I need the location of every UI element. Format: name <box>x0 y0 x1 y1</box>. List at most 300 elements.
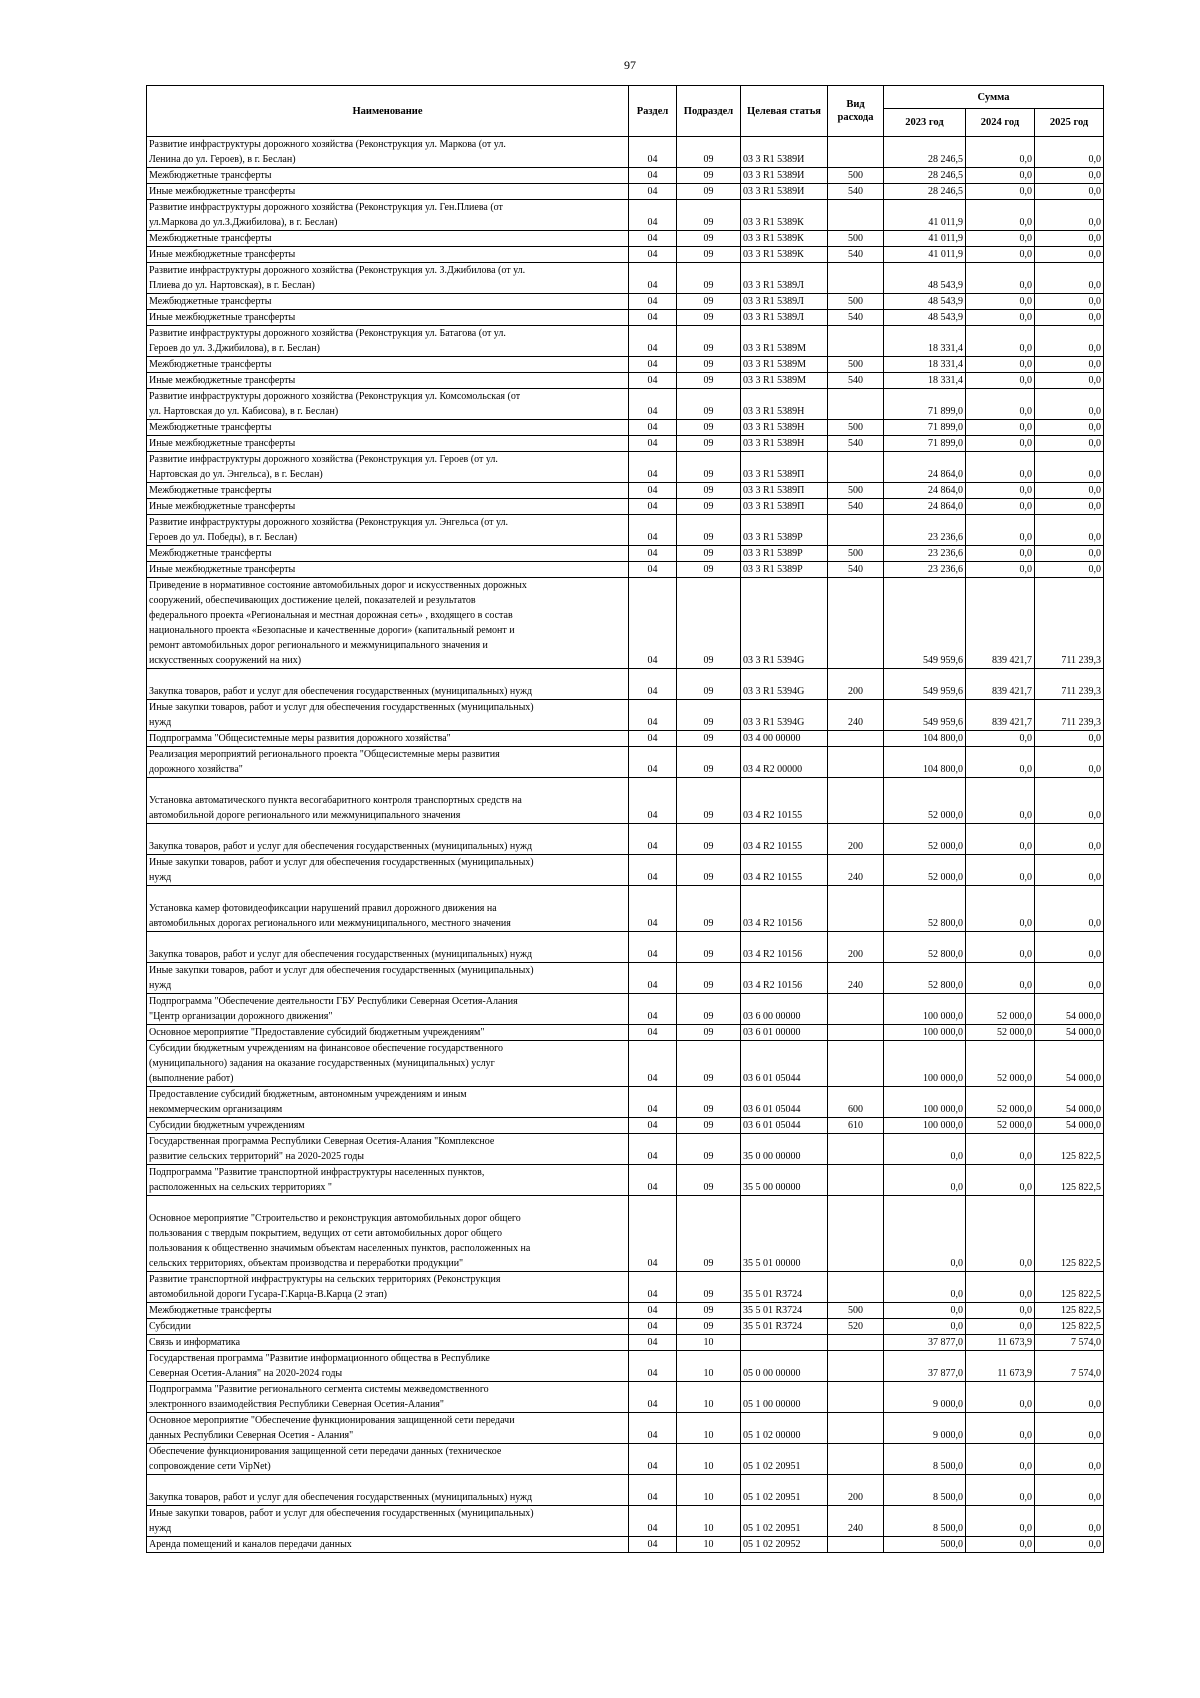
row-name <box>147 546 629 562</box>
row-section: 04 <box>629 263 677 294</box>
row-sum-2023: 41 011,9 <box>884 247 966 263</box>
row-name-line: Иные закупки товаров, работ и услуг для обеспечения государственных (муниципальных) <box>149 965 534 976</box>
row-sum-2025: 711 239,3 <box>1035 700 1104 731</box>
row-name-line: Иные закупки товаров, работ и услуг для обеспечения государственных (муниципальных) <box>149 857 534 868</box>
row-name-line: нужд <box>149 872 172 883</box>
row-expense-type: 540 <box>828 562 884 578</box>
header-2025: 2025 год <box>1035 109 1104 137</box>
row-section: 04 <box>629 310 677 326</box>
row-name-line: Субсидии бюджетным учреждениям <box>149 1120 305 1131</box>
row-subsection: 10 <box>677 1506 741 1537</box>
row-sum-2023: 52 800,0 <box>884 963 966 994</box>
row-subsection: 09 <box>677 1319 741 1335</box>
row-sum-2024: 0,0 <box>966 1272 1035 1303</box>
row-subsection: 09 <box>677 373 741 389</box>
row-target: 03 4 R2 10156 <box>741 932 828 963</box>
row-target: 03 6 01 05044 <box>741 1118 828 1134</box>
table-row <box>147 963 1104 994</box>
row-sum-2023: 549 959,6 <box>884 669 966 700</box>
row-sum-2024: 0,0 <box>966 1196 1035 1272</box>
row-expense-type <box>828 137 884 168</box>
row-expense-type: 240 <box>828 700 884 731</box>
row-sum-2023: 28 246,5 <box>884 168 966 184</box>
row-expense-type <box>828 200 884 231</box>
row-expense-type <box>828 1041 884 1087</box>
row-sum-2025: 0,0 <box>1035 200 1104 231</box>
row-subsection: 09 <box>677 778 741 824</box>
row-sum-2024: 0,0 <box>966 1506 1035 1537</box>
row-sum-2025: 0,0 <box>1035 886 1104 932</box>
row-subsection: 09 <box>677 326 741 357</box>
row-name-line: Приведение в нормативное состояние автомобильных дорог и искусственных дорожных <box>149 580 527 591</box>
row-sum-2023: 28 246,5 <box>884 184 966 200</box>
row-expense-type <box>828 1134 884 1165</box>
row-target: 03 3 R1 5394G <box>741 669 828 700</box>
row-sum-2023: 52 000,0 <box>884 824 966 855</box>
row-sum-2025: 0,0 <box>1035 420 1104 436</box>
row-section: 04 <box>629 855 677 886</box>
row-sum-2024: 0,0 <box>966 231 1035 247</box>
row-sum-2024: 0,0 <box>966 747 1035 778</box>
row-sum-2023: 71 899,0 <box>884 420 966 436</box>
row-target: 05 1 02 20952 <box>741 1537 828 1553</box>
row-target: 03 3 R1 5394G <box>741 578 828 669</box>
row-subsection: 09 <box>677 1118 741 1134</box>
table-row <box>147 263 1104 294</box>
row-name <box>147 1319 629 1335</box>
row-sum-2023: 100 000,0 <box>884 1041 966 1087</box>
row-target: 05 1 02 20951 <box>741 1444 828 1475</box>
row-section: 04 <box>629 700 677 731</box>
page-number: 97 <box>624 58 636 72</box>
row-target: 03 3 R1 5394G <box>741 700 828 731</box>
row-sum-2023: 41 011,9 <box>884 231 966 247</box>
row-target: 03 3 R1 5389Л <box>741 310 828 326</box>
row-name-line: Развитие инфраструктуры дорожного хозяйства (Реконструкция ул. Героев (от ул. <box>149 454 498 465</box>
row-section: 04 <box>629 1335 677 1351</box>
row-sum-2023: 52 800,0 <box>884 932 966 963</box>
row-name-line: Государственая программа "Развитие информационного общества в Республике <box>149 1353 490 1364</box>
row-name <box>147 1506 629 1537</box>
row-subsection: 10 <box>677 1382 741 1413</box>
row-name-line: автомобильных дорогах регионального или межмуниципального, местного значения <box>149 918 511 929</box>
row-sum-2024: 0,0 <box>966 1319 1035 1335</box>
row-sum-2025: 54 000,0 <box>1035 994 1104 1025</box>
row-section: 04 <box>629 1475 677 1506</box>
row-subsection: 09 <box>677 1134 741 1165</box>
row-target: 03 6 01 00000 <box>741 1025 828 1041</box>
row-name-line: Иные межбюджетные трансферты <box>149 564 296 575</box>
budget-table <box>146 85 1104 1553</box>
row-sum-2023: 18 331,4 <box>884 326 966 357</box>
row-name-line: национального проекта «Безопасные и качественные дороги» (капитальный ремонт и <box>149 625 515 636</box>
row-expense-type <box>828 1444 884 1475</box>
header-name: Наименование <box>147 86 629 137</box>
row-section: 04 <box>629 562 677 578</box>
row-expense-type: 500 <box>828 294 884 310</box>
row-expense-type: 500 <box>828 168 884 184</box>
row-target: 03 3 R1 5389Н <box>741 420 828 436</box>
row-sum-2025: 0,0 <box>1035 184 1104 200</box>
row-section: 04 <box>629 1272 677 1303</box>
row-subsection: 10 <box>677 1475 741 1506</box>
row-expense-type <box>828 1382 884 1413</box>
row-section: 04 <box>629 747 677 778</box>
table-row <box>147 1041 1104 1087</box>
row-name-line: (муниципального) задания на оказание государственных (муниципальных) услуг <box>149 1058 495 1069</box>
row-target: 05 0 00 00000 <box>741 1351 828 1382</box>
table-row <box>147 747 1104 778</box>
row-sum-2023: 0,0 <box>884 1165 966 1196</box>
row-name-line: Реализация мероприятий регионального проекта "Общесистемные меры развития <box>149 749 500 760</box>
row-sum-2024: 0,0 <box>966 824 1035 855</box>
row-section: 04 <box>629 294 677 310</box>
row-subsection: 10 <box>677 1335 741 1351</box>
row-name-line: Развитие инфраструктуры дорожного хозяйства (Реконструкция ул. Комсомольская (от <box>149 391 521 402</box>
row-section: 04 <box>629 200 677 231</box>
row-target <box>741 1335 828 1351</box>
row-subsection: 09 <box>677 1041 741 1087</box>
row-name-line: нужд <box>149 717 172 728</box>
row-name <box>147 1413 629 1444</box>
row-subsection: 10 <box>677 1444 741 1475</box>
row-sum-2025: 0,0 <box>1035 1382 1104 1413</box>
row-sum-2024: 52 000,0 <box>966 1118 1035 1134</box>
row-sum-2025: 0,0 <box>1035 562 1104 578</box>
row-name-line: развитие сельских территорий" на 2020-2025 годы <box>149 1151 364 1162</box>
row-name <box>147 326 629 357</box>
row-name-line: пользования с твердым покрытием, ведущих от сети автомобильных дорог общего <box>149 1228 503 1239</box>
row-sum-2023: 48 543,9 <box>884 263 966 294</box>
row-name-line: Иные закупки товаров, работ и услуг для обеспечения государственных (муниципальных) <box>149 702 534 713</box>
row-sum-2023: 100 000,0 <box>884 1087 966 1118</box>
row-sum-2025: 0,0 <box>1035 1444 1104 1475</box>
row-sum-2023: 0,0 <box>884 1303 966 1319</box>
row-subsection: 09 <box>677 731 741 747</box>
row-section: 04 <box>629 1537 677 1553</box>
row-target: 35 5 00 00000 <box>741 1165 828 1196</box>
row-name-line: некоммерческим организациям <box>149 1104 283 1115</box>
row-name-line: Установка камер фотовидеофиксации нарушений правил дорожного движения на <box>149 903 497 914</box>
row-sum-2024: 0,0 <box>966 483 1035 499</box>
table-row <box>147 578 1104 669</box>
row-sum-2023: 549 959,6 <box>884 700 966 731</box>
row-sum-2025: 7 574,0 <box>1035 1351 1104 1382</box>
row-name <box>147 499 629 515</box>
row-sum-2025: 0,0 <box>1035 310 1104 326</box>
row-sum-2025: 125 822,5 <box>1035 1272 1104 1303</box>
row-sum-2025: 0,0 <box>1035 546 1104 562</box>
row-section: 04 <box>629 373 677 389</box>
row-sum-2023: 104 800,0 <box>884 747 966 778</box>
row-name-line: Развитие инфраструктуры дорожного хозяйства (Реконструкция ул. Ген.Плиева (от <box>149 202 503 213</box>
row-name-line: расположенных на сельских территориях " <box>149 1182 332 1193</box>
row-name-line: Подпрограмма "Общесистемные меры развития дорожного хозяйства" <box>149 733 451 744</box>
row-name <box>147 578 629 669</box>
row-sum-2025: 0,0 <box>1035 294 1104 310</box>
row-name <box>147 1118 629 1134</box>
row-name-line: "Центр организации дорожного движения" <box>149 1011 333 1022</box>
row-sum-2025: 0,0 <box>1035 389 1104 420</box>
row-target: 05 1 02 20951 <box>741 1475 828 1506</box>
row-name <box>147 700 629 731</box>
row-name <box>147 184 629 200</box>
row-sum-2024: 0,0 <box>966 137 1035 168</box>
row-section: 04 <box>629 1087 677 1118</box>
row-sum-2024: 11 673,9 <box>966 1335 1035 1351</box>
table-row <box>147 247 1104 263</box>
row-expense-type: 540 <box>828 436 884 452</box>
row-expense-type: 200 <box>828 824 884 855</box>
row-name-line: Плиева до ул. Нартовская), в г. Беслан) <box>149 280 315 291</box>
row-subsection: 09 <box>677 294 741 310</box>
row-name <box>147 168 629 184</box>
row-name <box>147 373 629 389</box>
row-section: 04 <box>629 357 677 373</box>
row-sum-2024: 52 000,0 <box>966 1025 1035 1041</box>
table-row <box>147 357 1104 373</box>
row-name-line: Закупка товаров, работ и услуг для обеспечения государственных (муниципальных) нужд <box>149 1492 533 1503</box>
row-section: 04 <box>629 137 677 168</box>
row-expense-type <box>828 1413 884 1444</box>
row-name <box>147 452 629 483</box>
row-sum-2024: 0,0 <box>966 515 1035 546</box>
row-target: 03 3 R1 5389М <box>741 326 828 357</box>
row-subsection: 09 <box>677 546 741 562</box>
row-sum-2024: 0,0 <box>966 200 1035 231</box>
row-expense-type: 500 <box>828 546 884 562</box>
row-name-line: Межбюджетные трансферты <box>149 422 272 433</box>
row-sum-2024: 0,0 <box>966 499 1035 515</box>
row-sum-2024: 0,0 <box>966 886 1035 932</box>
row-name <box>147 747 629 778</box>
table-row <box>147 1382 1104 1413</box>
row-sum-2025: 125 822,5 <box>1035 1196 1104 1272</box>
row-subsection: 09 <box>677 562 741 578</box>
row-name-line: нужд <box>149 980 172 991</box>
row-section: 04 <box>629 886 677 932</box>
row-sum-2023: 23 236,6 <box>884 562 966 578</box>
row-subsection: 09 <box>677 247 741 263</box>
row-sum-2023: 37 877,0 <box>884 1351 966 1382</box>
header-section: Раздел <box>629 86 677 137</box>
row-name-line: дорожного хозяйства" <box>149 764 243 775</box>
row-expense-type: 540 <box>828 184 884 200</box>
row-sum-2023: 0,0 <box>884 1134 966 1165</box>
row-section: 04 <box>629 1506 677 1537</box>
row-sum-2024: 0,0 <box>966 263 1035 294</box>
row-sum-2023: 28 246,5 <box>884 137 966 168</box>
header-2024: 2024 год <box>966 109 1035 137</box>
row-name <box>147 1134 629 1165</box>
row-sum-2025: 711 239,3 <box>1035 669 1104 700</box>
row-section: 04 <box>629 1041 677 1087</box>
row-sum-2024: 0,0 <box>966 1444 1035 1475</box>
table-row <box>147 200 1104 231</box>
row-section: 04 <box>629 824 677 855</box>
row-name-line: сопровождение сети VipNet) <box>149 1461 271 1472</box>
row-name-line: Предоставление субсидий бюджетным, автономным учреждениям и иным <box>149 1089 467 1100</box>
row-subsection: 10 <box>677 1351 741 1382</box>
row-subsection: 09 <box>677 855 741 886</box>
row-name-line: Героев до ул. Победы), в г. Беслан) <box>149 532 298 543</box>
row-section: 04 <box>629 778 677 824</box>
row-sum-2025: 54 000,0 <box>1035 1041 1104 1087</box>
row-subsection: 09 <box>677 436 741 452</box>
row-expense-type <box>828 1025 884 1041</box>
row-target: 03 4 R2 00000 <box>741 747 828 778</box>
row-name-line: Межбюджетные трансферты <box>149 296 272 307</box>
row-name-line: данных Республики Северная Осетия - Алания" <box>149 1430 354 1441</box>
row-name-line: федерального проекта «Региональная и местная дорожная сеть» , входящего в состав <box>149 610 513 621</box>
header-subsection: Подраздел <box>677 86 741 137</box>
row-subsection: 09 <box>677 1087 741 1118</box>
row-expense-type <box>828 578 884 669</box>
row-subsection: 09 <box>677 137 741 168</box>
row-name <box>147 263 629 294</box>
row-sum-2025: 125 822,5 <box>1035 1319 1104 1335</box>
table-row <box>147 1087 1104 1118</box>
row-sum-2025: 0,0 <box>1035 231 1104 247</box>
row-name-line: Развитие инфраструктуры дорожного хозяйства (Реконструкция ул. Батагова (от ул. <box>149 328 506 339</box>
row-name-line: Аренда помещений и каналов передачи данных <box>149 1539 352 1550</box>
row-target: 03 3 R1 5389Л <box>741 294 828 310</box>
row-expense-type <box>828 326 884 357</box>
row-name <box>147 310 629 326</box>
table-row <box>147 886 1104 932</box>
row-sum-2024: 0,0 <box>966 310 1035 326</box>
row-sum-2024: 0,0 <box>966 1303 1035 1319</box>
row-subsection: 09 <box>677 499 741 515</box>
row-sum-2023: 9 000,0 <box>884 1413 966 1444</box>
row-name-line: Развитие инфраструктуры дорожного хозяйства (Реконструкция ул. Маркова (от ул. <box>149 139 506 150</box>
row-section: 04 <box>629 247 677 263</box>
row-expense-type <box>828 1537 884 1553</box>
row-name-line: Межбюджетные трансферты <box>149 170 272 181</box>
row-section: 04 <box>629 1165 677 1196</box>
row-sum-2024: 0,0 <box>966 855 1035 886</box>
row-sum-2024: 0,0 <box>966 247 1035 263</box>
row-target: 03 3 R1 5389М <box>741 357 828 373</box>
row-name <box>147 200 629 231</box>
row-sum-2025: 0,0 <box>1035 1506 1104 1537</box>
row-section: 04 <box>629 326 677 357</box>
row-sum-2024: 0,0 <box>966 562 1035 578</box>
row-section: 04 <box>629 1196 677 1272</box>
row-section: 04 <box>629 452 677 483</box>
row-name-line: автомобильной дороги Гусара-Г.Карца-В.Карца (2 этап) <box>149 1289 387 1300</box>
row-sum-2025: 7 574,0 <box>1035 1335 1104 1351</box>
row-sum-2023: 24 864,0 <box>884 452 966 483</box>
row-sum-2023: 8 500,0 <box>884 1444 966 1475</box>
row-sum-2024: 0,0 <box>966 294 1035 310</box>
row-section: 04 <box>629 963 677 994</box>
row-sum-2025: 0,0 <box>1035 1475 1104 1506</box>
row-section: 04 <box>629 231 677 247</box>
row-target: 03 3 R1 5389Р <box>741 546 828 562</box>
row-name <box>147 137 629 168</box>
row-sum-2023: 549 959,6 <box>884 578 966 669</box>
row-sum-2023: 0,0 <box>884 1272 966 1303</box>
row-section: 04 <box>629 184 677 200</box>
row-sum-2023: 52 800,0 <box>884 886 966 932</box>
row-section: 04 <box>629 436 677 452</box>
row-target: 03 4 R2 10155 <box>741 778 828 824</box>
row-subsection: 09 <box>677 515 741 546</box>
table-header <box>147 86 1104 137</box>
row-sum-2024: 839 421,7 <box>966 669 1035 700</box>
row-subsection: 09 <box>677 1196 741 1272</box>
row-sum-2024: 839 421,7 <box>966 700 1035 731</box>
table-row <box>147 1118 1104 1134</box>
row-section: 04 <box>629 420 677 436</box>
table-row <box>147 483 1104 499</box>
row-name-line: Государственная программа Республики Северная Осетия-Алания "Комплексное <box>149 1136 495 1147</box>
header-sum: Сумма <box>884 86 1104 109</box>
row-name <box>147 1272 629 1303</box>
row-target: 05 1 02 00000 <box>741 1413 828 1444</box>
row-section: 04 <box>629 546 677 562</box>
row-expense-type <box>828 1272 884 1303</box>
row-section: 04 <box>629 1351 677 1382</box>
row-name <box>147 294 629 310</box>
row-sum-2025: 0,0 <box>1035 1537 1104 1553</box>
row-sum-2025: 0,0 <box>1035 747 1104 778</box>
table-row <box>147 515 1104 546</box>
row-name <box>147 1196 629 1272</box>
row-name <box>147 1444 629 1475</box>
table-row <box>147 1272 1104 1303</box>
table-row <box>147 499 1104 515</box>
row-expense-type: 540 <box>828 373 884 389</box>
row-name-line <box>149 932 626 947</box>
row-name-line: автомобильной дороге регионального или межмуниципального значения <box>149 810 461 821</box>
row-sum-2024: 0,0 <box>966 436 1035 452</box>
row-sum-2025: 54 000,0 <box>1035 1025 1104 1041</box>
row-target: 03 6 01 05044 <box>741 1041 828 1087</box>
row-name-line: ул.Маркова до ул.З.Джибилова), в г. Беслан) <box>149 217 338 228</box>
row-subsection: 09 <box>677 483 741 499</box>
row-name <box>147 932 629 963</box>
row-sum-2025: 711 239,3 <box>1035 578 1104 669</box>
row-sum-2024: 0,0 <box>966 731 1035 747</box>
row-name <box>147 731 629 747</box>
row-target: 35 5 01 00000 <box>741 1196 828 1272</box>
row-name <box>147 1382 629 1413</box>
row-name <box>147 483 629 499</box>
row-sum-2025: 0,0 <box>1035 499 1104 515</box>
row-name-line: ремонт автомобильных дорог регионального и межмуниципального значения и <box>149 640 488 651</box>
row-name <box>147 855 629 886</box>
row-subsection: 09 <box>677 184 741 200</box>
row-target: 03 4 R2 10156 <box>741 886 828 932</box>
row-expense-type <box>828 389 884 420</box>
row-section: 04 <box>629 932 677 963</box>
row-sum-2024: 0,0 <box>966 389 1035 420</box>
row-name-line: Развитие транспортной инфраструктуры на сельских территориях (Реконструкция <box>149 1274 501 1285</box>
row-target: 03 6 01 05044 <box>741 1087 828 1118</box>
row-expense-type <box>828 452 884 483</box>
row-section: 04 <box>629 483 677 499</box>
row-name <box>147 824 629 855</box>
table-body <box>147 137 1104 1553</box>
row-sum-2024: 0,0 <box>966 932 1035 963</box>
row-sum-2024: 0,0 <box>966 1165 1035 1196</box>
row-name-line: Субсидии бюджетным учреждениям на финансовое обеспечение государственного <box>149 1043 504 1054</box>
row-sum-2025: 0,0 <box>1035 168 1104 184</box>
row-name <box>147 1025 629 1041</box>
row-name-line: Закупка товаров, работ и услуг для обеспечения государственных (муниципальных) нужд <box>149 949 533 960</box>
